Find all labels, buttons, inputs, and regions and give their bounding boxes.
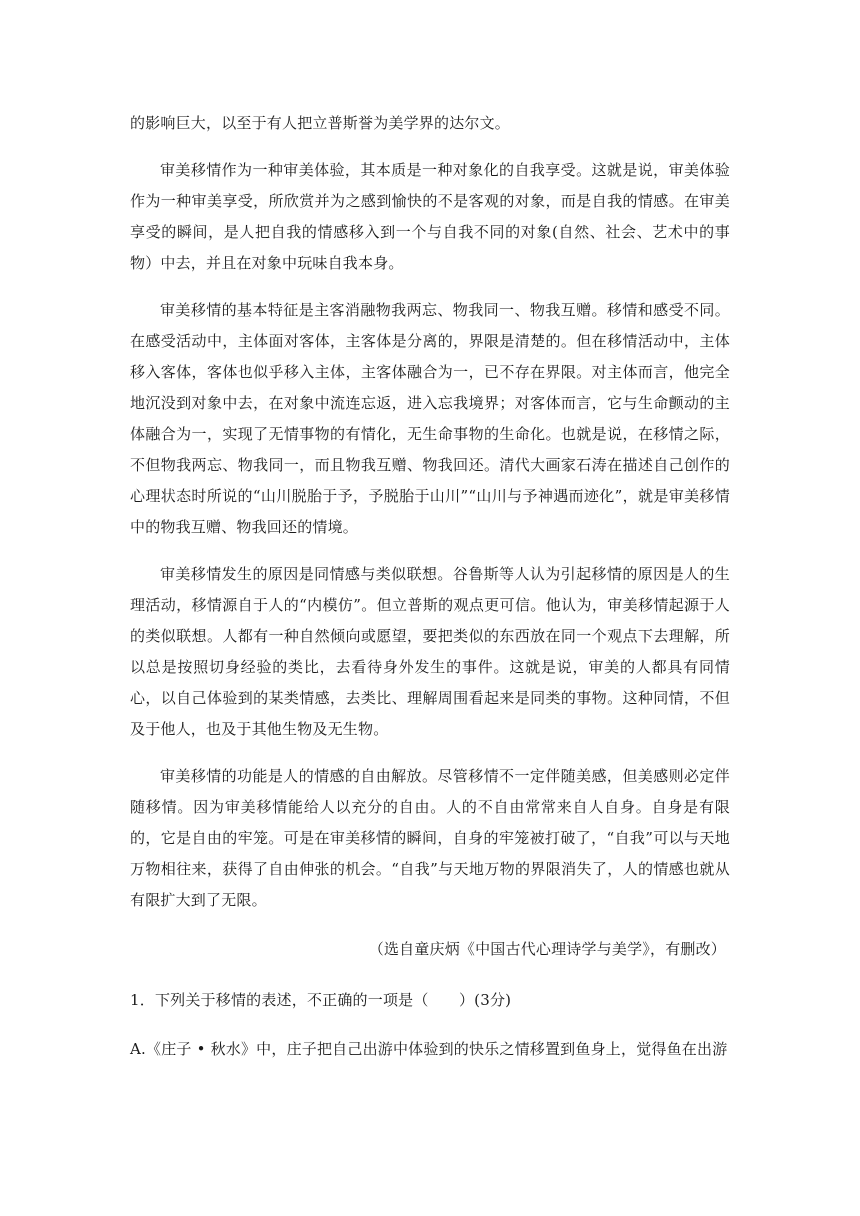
source-citation: （选自童庆炳《中国古代心理诗学与美学》，有删改） <box>368 940 726 958</box>
document-page <box>130 108 730 1065</box>
paragraph-continuation: 的影响巨大，以至于有人把立普斯誉为美学界的达尔文。 <box>130 114 511 132</box>
question-1-option-a: A.《庄子 • 秋水》中，庄子把自己出游中体验到的快乐之情移置到鱼身上，觉得鱼在出游 <box>130 1040 728 1058</box>
paragraph-causes: 审美移情发生的原因是同情感与类似联想。谷鲁斯等人认为引起移情的原因是人的生理活动，移情源自于人的“内模仿”。但立普斯的观点更可信。他认为，审美移情起源于人的类似联想。人都有一种自然倾向或愿望，要把类似的东西放在同一个观点下去理解，所以总是按照切身经验的类比，去看待身外发生的事件。这就是说，审美的人都具有同情心，以自己体验到的某类情感，去类比、理解周围看起来是同类的事物。这种同情，不但及于他人，也及于其他生物及无生物。 <box>130 565 730 738</box>
paragraph-features: 审美移情的基本特征是主客消融物我两忘、物我同一、物我互赠。移情和感受不同。在感受活动中，主体面对客体，主客体是分离的，界限是清楚的。但在移情活动中，主体移入客体，客体也似乎移入主体，主客体融合为一，已不存在界限。对主体而言，他完全地沉没到对象中去，在对象中流连忘返，进入忘我境界；对客体而言，它与生命颤动的主体融合为一，实现了无情事物的有情化，无生命事物的生命化。也就是说，在移情之际，不但物我两忘、物我同一，而且物我互赠、物我回还。清代大画家石涛在描述自己创作的心理状态时所说的“山川脱胎于予，予脱胎于山川”“山川与予神遇而迹化”，就是审美移情中的物我互赠、物我回还的情境。 <box>130 301 730 536</box>
question-1: 1．下列关于移情的表述，不正确的一项是（ ）(3分) <box>130 991 512 1009</box>
paragraph-essence: 审美移情作为一种审美体验，其本质是一种对象化的自我享受。这就是说，审美体验作为一种审美享受，所欣赏并为之感到愉快的不是客观的对象，而是自我的情感。在审美享受的瞬间，是人把自我的情感移入到一个与自我不同的对象(自然、社会、艺术中的事物）中去，并且在对象中玩味自我本身。 <box>130 161 730 272</box>
paragraph-function: 审美移情的功能是人的情感的自由解放。尽管移情不一定伴随美感，但美感则必定伴随移情。因为审美移情能给人以充分的自由。人的不自由常常来自人自身。自身是有限的，它是自由的牢笼。可是在审美移情的瞬间，自身的牢笼被打破了，“自我”可以与天地万物相往来，获得了自由伸张的机会。“自我”与天地万物的界限消失了，人的情感也就从有限扩大到了无限。 <box>130 767 730 909</box>
